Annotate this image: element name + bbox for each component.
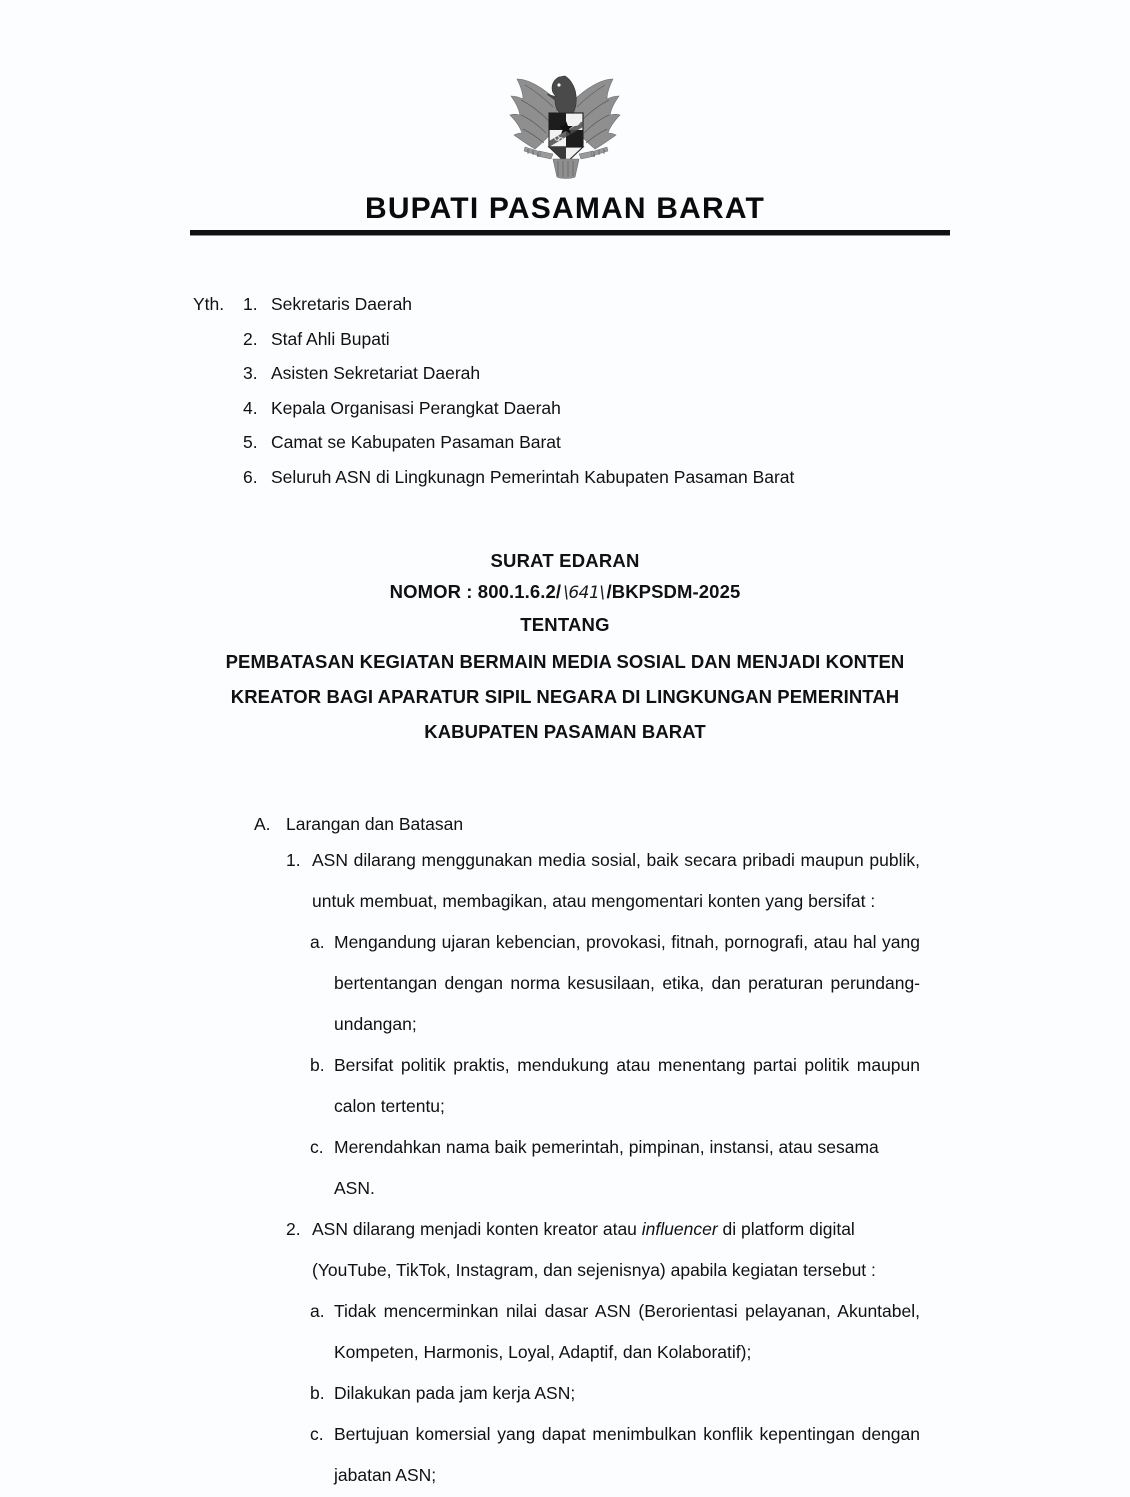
item-marker: c. <box>310 1137 324 1157</box>
item-marker: a. <box>310 1301 325 1321</box>
item-text: Tidak mencerminkan nilai dasar ASN (Berorientasi pelayanan, Akuntabel, Kompeten, Harmonis, Loyal, Adaptif, dan Kolaboratif); <box>334 1301 920 1362</box>
item-text-part1: ASN dilarang menjadi konten kreator atau <box>312 1219 642 1239</box>
list-item <box>193 287 953 322</box>
list-item-1 <box>286 840 920 922</box>
item-text: Merendahkan nama baik pemerintah, pimpinan, instansi, atau sesama ASN. <box>334 1137 879 1198</box>
item-marker: c. <box>310 1424 324 1444</box>
item-marker: 2. <box>286 1219 301 1239</box>
section-title: Larangan dan Batasan <box>286 814 464 834</box>
list-item <box>193 391 953 426</box>
recipient-number: 2. <box>243 328 258 349</box>
list-item-2c <box>310 1414 920 1496</box>
section-heading-a <box>254 808 1130 840</box>
recipient-salutation: Yth. <box>193 294 225 314</box>
recipient-number: 6. <box>243 466 258 487</box>
document-number-suffix: /BKPSDM-2025 <box>606 581 741 602</box>
letterhead-title: BUPATI PASAMAN BARAT <box>364 192 766 225</box>
item-marker: b. <box>310 1383 325 1403</box>
item-text-part2: di platform digital (YouTube, TikTok, Instagram, dan sejenisnya) apabila kegiatan tersebut : <box>312 1219 876 1280</box>
item-marker: b. <box>310 1055 325 1075</box>
item-text <box>312 1209 920 1291</box>
document-about-label: TENTANG <box>520 614 610 635</box>
document-header <box>0 545 1130 749</box>
document-subject-line: PEMBATASAN KEGIATAN BERMAIN MEDIA SOSIAL DAN MENJADI KONTEN <box>225 651 905 672</box>
item-marker: a. <box>310 932 325 952</box>
document-subject-line: KABUPATEN PASAMAN BARAT <box>424 721 706 742</box>
recipient-label: Camat se Kabupaten Pasaman Barat <box>271 432 561 452</box>
list-item <box>193 356 953 391</box>
item-marker: 1. <box>286 850 301 870</box>
list-item-1c <box>310 1127 920 1209</box>
document-subject-line: KREATOR BAGI APARATUR SIPIL NEGARA DI LINGKUNGAN PEMERINTAH <box>230 686 900 707</box>
recipient-number: 1. <box>243 294 258 314</box>
item-text: Dilakukan pada jam kerja ASN; <box>334 1383 576 1403</box>
list-item-1b <box>310 1045 920 1127</box>
document-body <box>0 808 1130 1496</box>
recipient-label: Seluruh ASN di Lingkunagn Pemerintah Kabupaten Pasaman Barat <box>271 466 795 487</box>
item-text: Bersifat politik praktis, mendukung atau menentang partai politik maupun calon tertentu; <box>334 1055 920 1116</box>
list-item-2 <box>286 1209 920 1291</box>
list-item-1a <box>310 922 920 1045</box>
item-text: Bertujuan komersial yang dapat menimbulkan konflik kepentingan dengan jabatan ASN; <box>334 1424 920 1485</box>
recipient-label: Asisten Sekretariat Daerah <box>271 363 481 383</box>
item-text-emphasis: influencer <box>641 1219 718 1239</box>
document-type: SURAT EDARAN <box>490 550 640 571</box>
recipient-label: Sekretaris Daerah <box>271 294 413 314</box>
document-number-handwritten: \641\ <box>563 583 605 603</box>
item-text: ASN dilarang menggunakan media sosial, baik secara pribadi maupun publik, untuk membuat, membagikan, atau mengomentari konten yang bersifat : <box>312 850 920 911</box>
letterhead-divider <box>190 230 950 235</box>
item-text: Mengandung ujaran kebencian, provokasi, fitnah, pornografi, atau hal yang bertentangan dengan norma kesusilaan, etika, dan peraturan perundang-undangan; <box>334 932 920 1034</box>
list-item-2b <box>310 1373 920 1414</box>
document-number <box>0 576 1130 609</box>
list-item <box>193 425 953 460</box>
recipient-label: Staf Ahli Bupati <box>271 328 390 349</box>
recipient-number: 3. <box>243 363 258 383</box>
list-item <box>193 460 953 495</box>
document-number-prefix: NOMOR : 800.1.6.2/ <box>389 581 562 602</box>
section-marker: A. <box>254 814 271 834</box>
recipient-label: Kepala Organisasi Perangkat Daerah <box>271 397 561 418</box>
garuda-pancasila-icon <box>495 55 635 180</box>
list-item <box>193 322 953 357</box>
recipient-number: 5. <box>243 432 258 452</box>
recipient-number: 4. <box>243 397 258 418</box>
recipient-list <box>193 287 953 494</box>
list-item-2a <box>310 1291 920 1373</box>
